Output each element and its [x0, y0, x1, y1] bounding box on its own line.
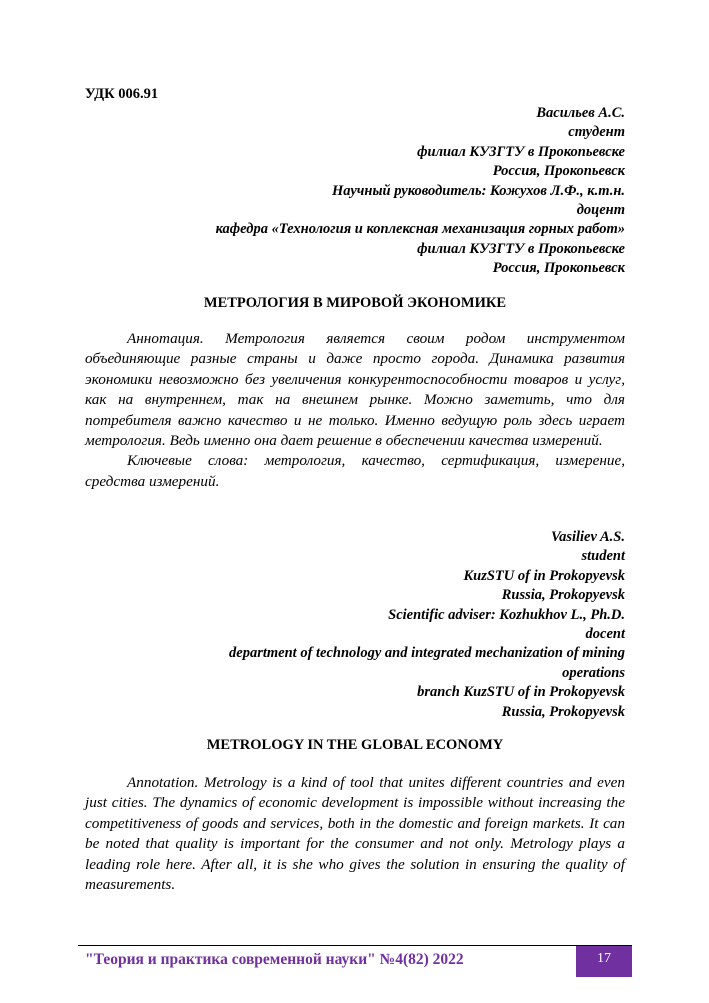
- supervisor-affiliation-en: branch KuzSTU of in Prokopyevsk: [417, 684, 625, 701]
- author-block-ru: [85, 104, 625, 279]
- article-title-en: METROLOGY IN THE GLOBAL ECONOMY: [206, 737, 504, 753]
- author-position-en: student: [581, 548, 625, 565]
- author-name: Васильев А.С.: [536, 105, 625, 121]
- supervisor-affiliation: филиал КУЗГТУ в Прокопьевске: [417, 240, 625, 257]
- supervisor-location: Россия, Прокопьевск: [492, 260, 625, 277]
- supervisor-name-en: Scientific adviser: Kozhukhov L., Ph.D.: [388, 606, 625, 623]
- footer-divider: [78, 945, 632, 946]
- abstract-ru: [85, 329, 625, 492]
- udk-code: УДК 006.91: [85, 86, 159, 102]
- author-affiliation-en: KuzSTU of in Prokopyevsk: [463, 567, 625, 584]
- author-position: студент: [568, 124, 625, 141]
- author-location: Россия, Прокопьевск: [492, 163, 625, 180]
- author-location-en: Russia, Prokopyevsk: [501, 587, 625, 604]
- annotation-en: Annotation. Metrology is a kind of tool that unites different countries and even just cities. The dynamics of economic development is impossible without increasing the competitiveness of goods and services, both in the domestic and foreign markets. It can be noted that quality is important for the consumer and not only. Metrology plays a leading role here. After all, it is she who gives the solution in ensuring the quality of measurements.: [85, 774, 625, 894]
- supervisor-department: кафедра «Технология и коплексная механизация горных работ»: [215, 221, 625, 238]
- author-affiliation: филиал КУЗГТУ в Прокопьевске: [417, 143, 625, 160]
- author-name-en: Vasiliev A.S.: [551, 529, 625, 545]
- article-title-ru: МЕТРОЛОГИЯ В МИРОВОЙ ЭКОНОМИКЕ: [203, 295, 507, 311]
- supervisor-department-en-cont: operations: [562, 664, 625, 681]
- keywords-ru: Ключевые слова: метрология, качество, сертификация, измерение, средства измерений.: [85, 452, 625, 490]
- annotation-ru: Аннотация. Метрология является своим родом инструментом объединяющие разные страны и даже просто города. Динамика развития экономики невозможно без увеличения конкурентоспособности товаров и услуг, как на внутреннем, так на внешнем рынке. Можно заметить, что для потребителя важно качество и не только. Именно ведущую роль здесь играет метрология. Ведь именно она дает решение в обеспечении качества измерений.: [85, 330, 625, 450]
- author-block-en: [85, 528, 625, 722]
- supervisor-position: доцент: [576, 202, 625, 219]
- abstract-en: [85, 773, 625, 895]
- supervisor-position-en: docent: [585, 626, 625, 643]
- journal-footer: "Теория и практика современной науки" №4(82) 2022: [85, 951, 464, 968]
- supervisor-location-en: Russia, Prokopyevsk: [501, 703, 625, 720]
- supervisor-name: Научный руководитель: Кожухов Л.Ф., к.т.н.: [332, 182, 625, 199]
- supervisor-department-en: department of technology and integrated mechanization of mining: [229, 645, 625, 662]
- page-number-badge: 17: [576, 946, 632, 977]
